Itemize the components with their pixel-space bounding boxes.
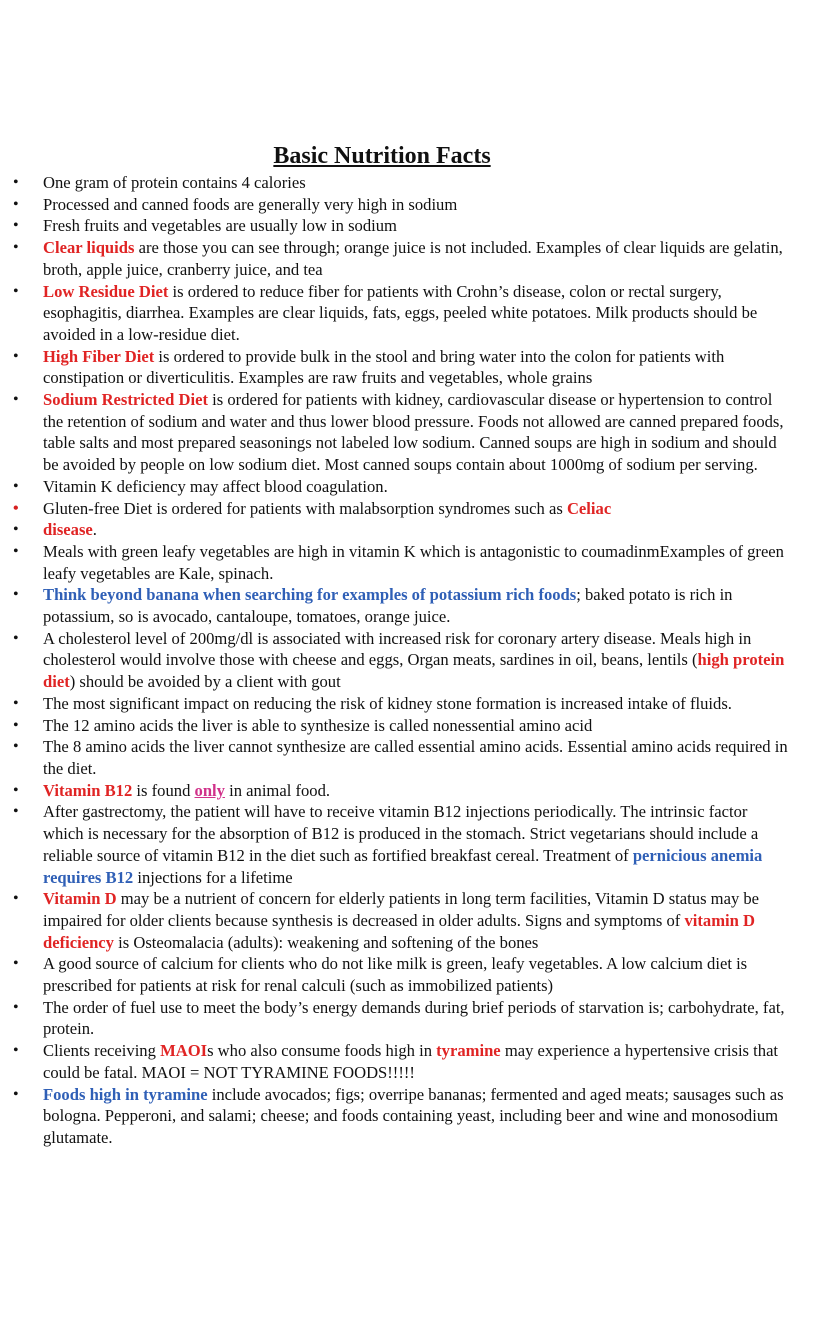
list-item xyxy=(0,1084,828,1149)
highlight-term: Vitamin B12 xyxy=(43,780,133,800)
bullet-icon: • xyxy=(13,955,19,973)
fact-text: Vitamin K deficiency may affect blood coagulation. xyxy=(43,476,388,496)
fact-text: Gluten-free Diet is ordered for patients with malabsorption syndromes such as xyxy=(43,498,567,518)
bullet-icon: • xyxy=(13,738,19,756)
fact-text: may experience a hypertensive crisis that could be fatal. MAOI = NOT TYRAMINE FOODS!!!!! xyxy=(43,1041,779,1082)
fact-text: injections for a lifetime xyxy=(133,867,293,887)
list-item xyxy=(0,780,828,802)
bullet-icon: • xyxy=(13,521,19,539)
highlight-term: High Fiber Diet xyxy=(43,346,155,366)
list-item xyxy=(0,215,828,237)
bullet-icon: • xyxy=(13,195,19,213)
bullet-icon: • xyxy=(13,890,19,908)
bullet-icon: • xyxy=(13,499,19,517)
facts-list xyxy=(0,172,828,1149)
list-item xyxy=(0,237,828,280)
bullet-icon: • xyxy=(13,629,19,647)
highlight-term: disease xyxy=(43,520,93,540)
fact-text: include avocados; figs; overripe bananas; fermented and aged meats; sausages such as bologna. Pepperoni, and salami; cheese; and foods containing yeast, including beer and wine and monosodium glutamate. xyxy=(43,1084,784,1147)
fact-text: Fresh fruits and vegetables are usually low in sodium xyxy=(43,216,397,236)
fact-text: A cholesterol level of 200mg/dl is associated with increased risk for coronary artery disease. Meals high in cholesterol would involve those with cheese and eggs, Organ meats, sardines in oil, beans, lentils ( xyxy=(43,628,752,670)
bullet-icon: • xyxy=(13,1042,19,1060)
bullet-icon: • xyxy=(13,716,19,734)
list-item xyxy=(0,736,828,779)
bullet-icon: • xyxy=(13,542,19,560)
fact-text: Meals with green leafy vegetables are high in vitamin K which is antagonistic to coumadinmExamples of green leafy vegetables are Kale, spinach. xyxy=(43,541,784,583)
fact-text: After gastrectomy, the patient will have to receive vitamin B12 injections periodically. The intrinsic factor which is necessary for the absorption of B12 is produced in the stomach. Strict vegetarians should include a reliable source of vitamin B12 in the diet such as fortified breakfast cereal. Treatment of xyxy=(43,802,759,865)
list-item xyxy=(0,997,828,1040)
highlight-term: Sodium Restricted Diet xyxy=(43,390,208,410)
list-item xyxy=(0,389,828,476)
bullet-icon: • xyxy=(13,586,19,604)
fact-text: s who also consume foods high in xyxy=(207,1041,437,1061)
highlight-term: tyramine xyxy=(436,1041,501,1061)
highlight-term: MAOI xyxy=(160,1041,208,1061)
highlight-term: Celiac xyxy=(566,498,612,518)
list-item xyxy=(0,628,828,693)
list-item xyxy=(0,584,828,627)
highlight-term: Vitamin D xyxy=(43,889,117,909)
bullet-icon: • xyxy=(13,477,19,495)
fact-text: The order of fuel use to meet the body’s energy demands during brief periods of starvation is; carbohydrate, fat, protein. xyxy=(43,997,785,1039)
fact-text: One gram of protein contains 4 calories xyxy=(43,173,306,192)
fact-text: A good source of calcium for clients who do not like milk is green, leafy vegetables. A low calcium diet is prescribed for patients at risk for renal calculi (such as immobilized patients) xyxy=(43,954,748,996)
bullet-icon: • xyxy=(13,694,19,712)
fact-text: ; baked potato is rich in potassium, so is avocado, cantaloupe, tomatoes, orange juice. xyxy=(43,585,733,627)
list-item xyxy=(0,346,828,389)
fact-text: Processed and canned foods are generally very high in sodium xyxy=(43,194,458,214)
page-title: Basic Nutrition Facts xyxy=(273,143,491,169)
bullet-icon: • xyxy=(13,239,19,257)
list-item xyxy=(0,194,828,216)
highlight-term: Foods high in tyramine xyxy=(43,1084,208,1104)
fact-text: Clients receiving xyxy=(43,1041,161,1061)
fact-text: The 12 amino acids the liver is able to synthesize is called nonessential amino acid xyxy=(43,715,593,735)
list-item xyxy=(0,519,828,541)
bullet-icon: • xyxy=(13,282,19,300)
list-item xyxy=(0,801,828,888)
bullet-icon: • xyxy=(13,174,19,191)
highlight-term: Low Residue Diet xyxy=(43,281,169,301)
list-item xyxy=(0,953,828,996)
list-item xyxy=(0,1040,828,1083)
fact-text: is ordered to reduce fiber for patients with Crohn’s disease, colon or rectal surgery, esophagitis, diarrhea. Examples are clear liquids, fats, eggs, peeled white potatoes. Milk products should be avoided in a low-residue diet. xyxy=(43,281,758,344)
fact-text: is ordered for patients with kidney, cardiovascular disease or hypertension to control the retention of sodium and water and thus lower blood pressure. Foods not allowed are canned prepared foods, table salts and most prepared seasonings not labeled low sodium. Canned soups are high in sodium and should be avoided by people on low sodium diet. Most canned soups contain about 1000mg of sodium per serving. xyxy=(43,390,784,475)
bullet-icon: • xyxy=(13,347,19,365)
list-item xyxy=(0,498,828,520)
bullet-icon: • xyxy=(13,391,19,409)
fact-text: . xyxy=(92,520,97,540)
fact-text: The most significant impact on reducing the risk of kidney stone formation is increased intake of fluids. xyxy=(43,693,732,713)
fact-text: is Osteomalacia (adults): weakening and softening of the bones xyxy=(113,932,539,952)
fact-text: is found xyxy=(132,780,195,800)
highlight-term: high protein diet xyxy=(43,650,785,692)
list-item xyxy=(0,541,828,584)
highlight-term: Clear liquids xyxy=(43,238,135,258)
fact-text: is ordered to provide bulk in the stool and bring water into the colon for patients with constipation or diverticulitis. Examples are raw fruits and vegetables, whole grains xyxy=(43,346,725,388)
list-item xyxy=(0,172,828,194)
highlight-term: pernicious anemia requires B12 xyxy=(43,845,763,887)
bullet-icon: • xyxy=(13,1085,19,1103)
bullet-icon: • xyxy=(13,998,19,1016)
list-item xyxy=(0,693,828,715)
fact-text: in animal food. xyxy=(224,780,331,800)
bullet-icon: • xyxy=(13,781,19,799)
list-item xyxy=(0,715,828,737)
list-item xyxy=(0,888,828,953)
highlight-term: Think beyond banana when searching for examples of potassium rich foods xyxy=(43,585,577,605)
bullet-icon: • xyxy=(13,217,19,235)
emphasis-term: only xyxy=(194,780,225,800)
fact-text: may be a nutrient of concern for elderly patients in long term facilities, Vitamin D status may be impaired for older clients because synthesis is decreased in older adults. Signs and symptoms of xyxy=(43,889,760,930)
fact-text: are those you can see through; orange juice is not included. Examples of clear liquids are gelatin, broth, apple juice, cranberry juice, and tea xyxy=(43,238,783,279)
bullet-icon: • xyxy=(13,803,19,821)
list-item xyxy=(0,476,828,498)
list-item xyxy=(0,281,828,346)
fact-text: The 8 amino acids the liver cannot synthesize are called essential amino acids. Essential amino acids required in the diet. xyxy=(43,737,788,778)
highlight-term: vitamin D deficiency xyxy=(43,910,756,952)
fact-text: ) should be avoided by a client with gout xyxy=(69,672,341,692)
